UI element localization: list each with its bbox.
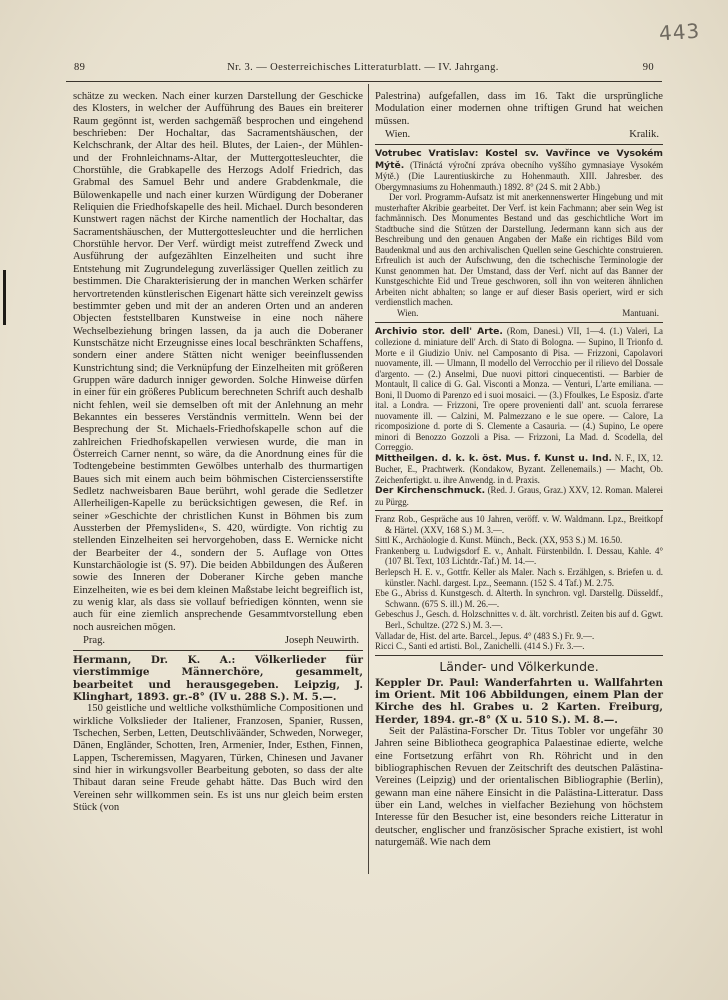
archivio-heading: Archivio stor. dell' Arte. bbox=[375, 325, 503, 337]
archivio-block bbox=[375, 326, 663, 453]
kirchen-text: (Red. J. Graus, Graz.) XXV, 12. Roman. Malerei zu Pürgg. bbox=[375, 485, 663, 507]
list-item: Sittl K., Archäologie d. Kunst. Münch., Beck. (XX, 953 S.) M. 16.50. bbox=[375, 535, 623, 546]
column-divider bbox=[368, 84, 369, 874]
keppler-text: Seit der Palästina-Forscher Dr. Titus Tobler vor ungefähr 30 Jahren seine Bibliotheca geographica Palaestinae edierte, welche eine Fortsetzung erfährt von Rh. Röhricht und in den bibliographischen Revuen der Zeitschrift des deutschen Palästina-Vereines (Leipzig) und der orientalischen Bibliographie (Berlin), gewann man eine nähere Einsicht in die Palästina-Litteratur. Dass über ein Land, welches in vielfacher Beziehung von höchstem Interesse für den Besucher ist, eine besonders reiche Litteratur in deutscher, englischer und französischer Sprache existiert, ist wohl naturgemäß. Wie nach dem bbox=[375, 725, 663, 849]
list-item: Franz Rob., Gespräche aus 10 Jahren, veröff. v. W. Waldmann. Lpz., Breitkopf & Härtel. (XXV, 168 S.) M. 3.—. bbox=[375, 514, 663, 535]
mitth-text: N. F., IX, 12. Bucher, E., Prachtwerk. (Kondakow, Byzant. Zellenemails.) — Macht, Ob. Zeichenfertigkt. u. ihre Anwendg. in d. Praxis. bbox=[375, 452, 664, 485]
page-number-right: 90 bbox=[642, 62, 654, 73]
continuation-signature bbox=[375, 128, 663, 141]
review-paragraph: schätze zu wecken. Nach einer kurzen Darstellung der Geschicke des Klosters, in welcher der Aufführung des Baues ein breiterer Raum gegönnt ist, werden sachgemäß besprochen und eingehend beschrieben: Der Hochaltar, das Sacramentshäuschen, der Kelchschrank, der Altar des heil. Blutes, der Laien-, der Mühlen- und der Frohnleichnams-Altar, der Muttergottesleuchter, die Chorstühle, die Grabkapelle des Herzogs Adolf Friedrich, das Grabmal des Samuel Behr und andere Grabdenkmale, die Bülowenkapelle und nach einer kurzen Würdigung der Doberaner Reliquien die Friedhofskapelle des heil. Michael. Durch besonderen Kunstwert ragen nächst der Kirche namentlich der Hochaltar, das Sacramentshäuschen, der Muttergottesleuchter und die herrlichen Chorstühle hervor. Der Verf. würdigt meist zutreffend Zweck und Ausführung der aufgezählten Einzelheiten und sucht ihre Entstehung mit Zugrundelegung zuverlässiger Quellen zeitlich zu bestimmen. Die Charakterisierung der in manchen Werken schärfer hervortretenden künstlerischen Eigenart hätte sich vereinzelt gewiss bestimmter geben und mit der an anderen Orten und an anderen Objecten feststellbaren Kunstweise in eine noch nähere Wechselbeziehung bringen lassen, da ja auch die Doberaner Kunstschätze nicht Erzeugnisse eines local beschränkten Schaffens, sondern einer andere Stätten nicht weniger beeinflussenden Kunstrichtung sind; die Verknüpfung der Einzelheiten mit größeren Gruppen wäre dadurch inniger geworden. Solche Hinweise dürfen in einer für ein größeres Publicum berechneten Schrift auch deshalb nicht fehlen, weil sie demselben oft mit der Anlehnung an mehr Bekanntes ein besseres Verständnis vermitteln. Wenn bei der Besprechung der St. Michaels-Friedhofskapelle schon auf die zahlreichen Friedhofskapellen verwiesen wurde, die man in Österreich Carner nennt, so wäre, da die Anordnung eines für die Todtengebeine bestimmten Gewölbes unterhalb des thurmartigen Baues sich mit einem auch beim böhmischen Cisterciensserstifte Sedletz nachweisbaren Baue berührt, wohl gerade die Sedletzer Allerheiligen-Kapelle zu berücksichtigen gewesen, die Ref. in seiner »Geschichte der christlichen Kunst in Böhmen bis zum Aussterben der Přemysliden«, S. 420, würdigte. Von richtig zu stellenden Einzelheiten sei hervorgehoben, dass E. Wernicke nicht der Bearbeiter der 4., sondern der 5. Auflage von Ottes Kunstarchäologie ist (S. 97). Die beiden Abbildungen des Äußeren sowie des Inneren der Doberaner Kirche geben manche Einzelheiten, wie es bei dem kleinen Maßstabe leicht begreiflich ist, zu wenig klar, als dass sie vollauf befriedigen könnten, wenn sie auch für eine ziemlich ansprechende Gesammtvorstellung eben noch ausreichen mögen. bbox=[73, 91, 363, 633]
left-column bbox=[73, 91, 363, 814]
votrubec-signature bbox=[375, 308, 663, 319]
continuation-place: Wien. bbox=[385, 129, 411, 141]
header-rule bbox=[66, 81, 662, 82]
mitth-heading: Mittheilgen. d. k. k. öst. Mus. f. Kunst u. Ind. bbox=[375, 452, 613, 464]
right-column bbox=[375, 91, 663, 849]
list-item: Berlepsch H. E. v., Gottfr. Keller als Maler. Nach s. Erzählgen, s. Briefen u. d. künstler. Nachl. dargest. Lpz., Seemann. (152 S. 4 Taf.) M. 2.75. bbox=[375, 567, 663, 588]
archivio-rule bbox=[375, 322, 663, 323]
review-author: Joseph Neuwirth. bbox=[284, 635, 359, 647]
list-item: Frankenberg u. Ludwigsdorf E. v., Anhalt. Fürstenbildn. I. Dessau, Kahle. 4° (107 Bl. Text, 103 Lichtdr.-Taf.) M. 14.—. bbox=[375, 545, 663, 567]
entry-rule bbox=[73, 650, 363, 651]
kirchen-heading: Der Kirchenschmuck. bbox=[375, 485, 486, 497]
margin-mark bbox=[3, 270, 6, 325]
votrubec-author: Mantuani. bbox=[622, 307, 659, 318]
hermann-entry-heading: Hermann, Dr. K. A.: Völkerlieder für vierstimmige Männerchöre, gesammelt, bearbeitet und herausgegeben. Leipzig, J. Klinghart, 1893. gr.-8° (IV u. 288 S.). M. 5.—. bbox=[73, 654, 363, 704]
review-signature bbox=[73, 634, 363, 647]
list-item: Gebeschus J., Gesch. d. Holzschnittes v. d. ält. vorchristl. Zeiten bis auf d. Ggwt. Berl., Schultze. (272 S.) M. 3.—. bbox=[375, 609, 663, 630]
kirchen-block bbox=[375, 485, 663, 507]
list-item: Valladar de, Hist. del arte. Barcel., Jepus. 4° (483 S.) Fr. 9.—. bbox=[375, 630, 595, 641]
votrubec-heading: Votrubec Vratislav: Kostel sv. Vavřince ve Vysokém Mýtě. bbox=[375, 148, 663, 171]
continuation-paragraph: Palestrina) aufgefallen, dass im 16. Takt die ursprüngliche Modulation einer modernen ohne triftigen Grund hat weichen müssen. bbox=[375, 91, 663, 127]
votrubec-heading-block bbox=[375, 148, 663, 192]
archivio-meta: (Rom, Danesi.) VII, 1—4. bbox=[506, 325, 606, 336]
archivio-text: (1.) Valeri, La collezione d. miniature dell' Arch. di Stato di Bologna. — Supino, Il Trionfo d. Morte e il Giudizio Univ. nel Camposanto di Pisa. — Frizzoni, Capolavori nuovamente, ill. — Ulmann, Il modello del Verrocchio per il rilievo del Dossale d'argento. — (2.) Anselmi, Due nuovi pittori cinquecentisti. — Barbier de Montault, Il calice di G. Gal. Visconti a Monza. — Venturi, L'arte emiliana. — Boni, Il Duomo di Parenzo ed i suoi mosaici. — (3.) Ffoulkes, Le Esposiz. d'arte ital. a Londra. — Frizzoni, Tre opere provenienti dall' ant. scuola ferrarese nuovamente ill. — Calzini, M. Palmezzano e le sue opere. — Calore, La ricomposizione d. porte di S. Clemente a Casauria. — (4.) Supino, Le opere minori di Benozzo Gozzoli a Pisa. — Frizzoni, La Mad. d. Scodella, del Correggio. bbox=[375, 325, 663, 453]
continuation-author: Kralik. bbox=[629, 129, 659, 141]
running-header bbox=[66, 62, 660, 80]
list-item: Ebe G., Abriss d. Kunstgesch. d. Alterth. In synchron. vgl. Darstellg. Düsseldf., Schwann. (675 S. ill.) M. 26.—. bbox=[375, 588, 663, 609]
keppler-heading: Keppler Dr. Paul: Wanderfahrten u. Wallfahrten im Orient. Mit 106 Abbildungen, einem Plan der Kirche des hl. Grabes u. 2 Karten. Freiburg, Herder, 1894. gr.-8° (X u. 510 S.). M. 8.—. bbox=[375, 676, 663, 726]
page-number-left: 89 bbox=[74, 62, 86, 73]
header-title: Nr. 3. — Oesterreichisches Litteraturblatt. — IV. Jahrgang. bbox=[227, 62, 499, 73]
votrubec-subtitle: (Třináctá výroční zpráva obecního vyššího gymnasiaye Vysokém Mýtě.) (Die Laurentiuskirche zu Hohenmauth. XIII. Jahresber. des Obergymnasiums zu Hohenmauth.) 1892. 8° (24 S. mit 2 Abb.) bbox=[375, 159, 663, 192]
reference-list bbox=[375, 514, 663, 652]
mitth-block bbox=[375, 453, 663, 486]
section-title: Länder- und Völkerkunde. bbox=[439, 658, 599, 674]
refs-rule bbox=[375, 510, 663, 511]
votrubec-rule bbox=[375, 144, 663, 145]
handwritten-page-number: 443 bbox=[658, 18, 701, 46]
hermann-entry-text: 150 geistliche und weltliche volksthümliche Compositionen und wirkliche Volkslieder der Italiener, Franzosen, Spanier, Russen, Tschechen, Serben, Letten, Deutschliväänder, Schweden, Norweger, Dänen, Engländer, Schotten, Iren, Armenier, Inder, Esthen, Finnen, Lappen, Tscheremissen, Magyaren, Türken, Chinesen und Javaner sind hier in wirkungsvoller Bearbeitung geboten, so dass der alte Thibaut daran seine Freude gehabt hätte. Das Buch wird den Vereinen sehr willkommen sein. Es ist uns nur gleich beim ersten Stück (von bbox=[73, 703, 363, 814]
votrubec-place: Wien. bbox=[397, 307, 419, 318]
section-rule bbox=[375, 655, 663, 656]
list-item: Ricci C., Santi ed artisti. Bol., Zanichelli. (414 S.) Fr. 3.—. bbox=[375, 641, 585, 652]
review-place: Prag. bbox=[83, 635, 106, 647]
votrubec-text: Der vorl. Programm-Aufsatz ist mit anerkennenswerter Hingebung und mit musterhafter Akribie gearbeitet. Der Verf. ist kein Fachmann; aber sein Weg ist fachmännisch. Des Monumentes Bestand und das geschichtliche Wort im Stadtbuche sind die Stützen der Darstellung. Jedermann kann sich aus der Beschreibung und den genauen Angaben der Maße ein richtiges Bild vom Baudenkmal und aus den archivalischen Quellen seine Geschichte construieren. Erfreulich ist auch der Aufschwung, den die tschechische Terminologie der Kunst genommen hat. Der Umstand, dass der Verf. nicht auf das Banner der Kunstgeschichte Eid und Treue geschworen, soll ihn von weiteren ähnlichen Arbeiten nicht abhalten; so lange er auf dieser Basis operiert, wird er sich verdienstlich machen. bbox=[375, 192, 663, 308]
